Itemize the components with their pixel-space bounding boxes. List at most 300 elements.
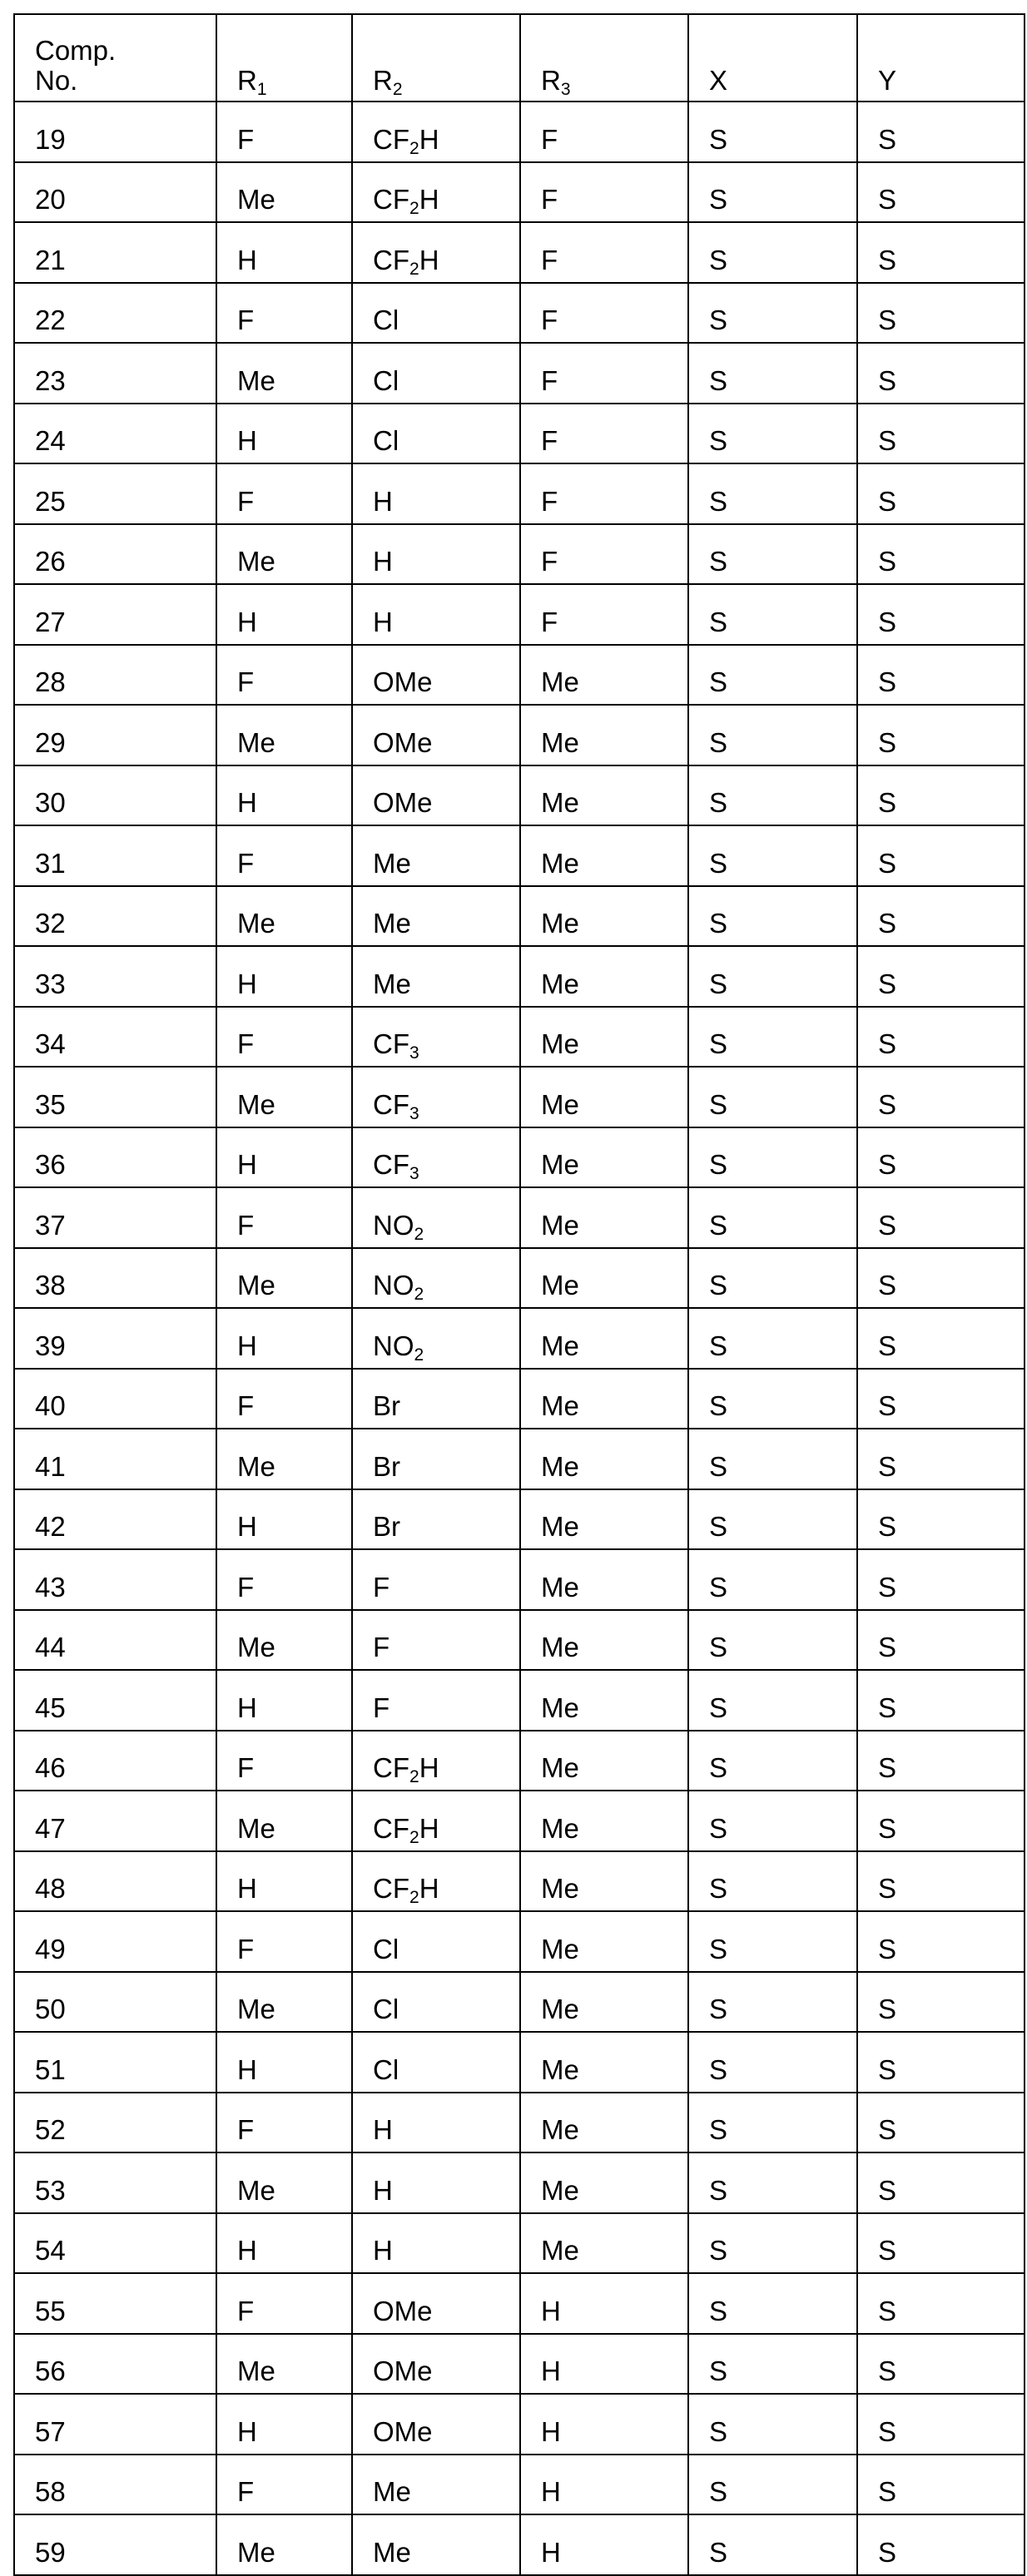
- table-row: [14, 765, 1025, 826]
- table-row: [14, 825, 1025, 886]
- cell-r3: Me: [520, 1791, 688, 1851]
- formula-part: H: [419, 1813, 439, 1844]
- cell-r3: Me: [520, 1429, 688, 1489]
- cell-y: S: [857, 1007, 1025, 1068]
- table-row: [14, 886, 1025, 947]
- cell-comp-no: 24: [14, 404, 216, 464]
- cell-r1: H: [216, 1489, 352, 1550]
- formula-part: H: [419, 1752, 439, 1783]
- cell-r3: Me: [520, 1187, 688, 1248]
- cell-r2: [352, 1248, 520, 1309]
- cell-r2: Me: [352, 946, 520, 1007]
- cell-y: S: [857, 1369, 1025, 1429]
- formula-part: NO: [373, 1210, 414, 1241]
- subscript: 2: [409, 1767, 419, 1786]
- cell-r3: Me: [520, 2213, 688, 2274]
- cell-y: S: [857, 1067, 1025, 1127]
- table-row: [14, 1791, 1025, 1851]
- cell-r1: H: [216, 2032, 352, 2093]
- table-row: [14, 705, 1025, 765]
- cell-r3: Me: [520, 645, 688, 706]
- cell-y: S: [857, 1549, 1025, 1610]
- cell-r1: F: [216, 645, 352, 706]
- cell-r3: Me: [520, 1670, 688, 1731]
- table-row: [14, 1369, 1025, 1429]
- header-label: Comp. No.: [35, 35, 116, 96]
- cell-y: S: [857, 2514, 1025, 2575]
- cell-comp-no: 35: [14, 1067, 216, 1127]
- cell-y: S: [857, 1127, 1025, 1188]
- cell-y: S: [857, 524, 1025, 585]
- cell-y: S: [857, 2334, 1025, 2395]
- cell-r2: [352, 102, 520, 162]
- cell-r2: Me: [352, 2455, 520, 2515]
- cell-r1: F: [216, 1007, 352, 1068]
- cell-y: S: [857, 1489, 1025, 1550]
- cell-comp-no: 58: [14, 2455, 216, 2515]
- cell-y: S: [857, 886, 1025, 947]
- cell-y: S: [857, 2273, 1025, 2334]
- cell-r2: Br: [352, 1369, 520, 1429]
- subscript: 3: [409, 1104, 419, 1123]
- cell-x: S: [688, 584, 857, 645]
- column-header-comp-no: [14, 14, 216, 102]
- cell-y: S: [857, 645, 1025, 706]
- cell-r1: H: [216, 584, 352, 645]
- cell-r3: Me: [520, 2152, 688, 2213]
- cell-y: S: [857, 2152, 1025, 2213]
- cell-r1: Me: [216, 524, 352, 585]
- cell-r2: [352, 1007, 520, 1068]
- cell-r2: OMe: [352, 2334, 520, 2395]
- formula-part: CF: [373, 184, 409, 215]
- cell-comp-no: 28: [14, 645, 216, 706]
- cell-r3: F: [520, 463, 688, 524]
- table-row: [14, 1731, 1025, 1791]
- header-row: [14, 14, 1025, 102]
- compound-table: [13, 13, 1025, 2576]
- table-row: [14, 222, 1025, 283]
- cell-comp-no: 55: [14, 2273, 216, 2334]
- cell-r1: Me: [216, 1429, 352, 1489]
- cell-r3: H: [520, 2514, 688, 2575]
- cell-r3: Me: [520, 1007, 688, 1068]
- cell-comp-no: 51: [14, 2032, 216, 2093]
- cell-r2: Cl: [352, 404, 520, 464]
- cell-r3: Me: [520, 1489, 688, 1550]
- cell-r1: F: [216, 102, 352, 162]
- cell-y: S: [857, 102, 1025, 162]
- cell-comp-no: 27: [14, 584, 216, 645]
- cell-x: S: [688, 1851, 857, 1912]
- cell-x: S: [688, 102, 857, 162]
- cell-r1: H: [216, 404, 352, 464]
- cell-comp-no: 29: [14, 705, 216, 765]
- cell-x: S: [688, 1791, 857, 1851]
- table-row: [14, 1007, 1025, 1068]
- table-row: [14, 1248, 1025, 1309]
- table-row: [14, 1489, 1025, 1550]
- cell-y: S: [857, 283, 1025, 344]
- cell-x: S: [688, 1369, 857, 1429]
- header-label: R: [373, 65, 393, 96]
- cell-comp-no: 54: [14, 2213, 216, 2274]
- cell-x: S: [688, 1248, 857, 1309]
- table-row: [14, 1127, 1025, 1188]
- cell-x: S: [688, 2273, 857, 2334]
- cell-r2: Cl: [352, 283, 520, 344]
- cell-r1: Me: [216, 343, 352, 404]
- cell-r3: Me: [520, 1911, 688, 1972]
- cell-r1: F: [216, 825, 352, 886]
- cell-comp-no: 25: [14, 463, 216, 524]
- table-row: [14, 2213, 1025, 2274]
- cell-x: S: [688, 1911, 857, 1972]
- formula-part: NO: [373, 1270, 414, 1300]
- cell-r1: H: [216, 1127, 352, 1188]
- cell-r3: Me: [520, 825, 688, 886]
- cell-y: S: [857, 343, 1025, 404]
- cell-r1: Me: [216, 162, 352, 223]
- formula-part: CF: [373, 1873, 409, 1904]
- cell-r2: H: [352, 2213, 520, 2274]
- cell-comp-no: 20: [14, 162, 216, 223]
- cell-y: S: [857, 162, 1025, 223]
- header-subscript: 3: [561, 80, 571, 99]
- cell-r2: H: [352, 463, 520, 524]
- cell-y: S: [857, 2394, 1025, 2455]
- cell-r1: Me: [216, 1610, 352, 1671]
- table-row: [14, 2514, 1025, 2575]
- cell-x: S: [688, 1067, 857, 1127]
- cell-r3: H: [520, 2273, 688, 2334]
- cell-r2: Cl: [352, 1911, 520, 1972]
- cell-x: S: [688, 343, 857, 404]
- cell-r2: [352, 1067, 520, 1127]
- table-row: [14, 1187, 1025, 1248]
- cell-r1: Me: [216, 2334, 352, 2395]
- cell-r2: Br: [352, 1429, 520, 1489]
- cell-r2: [352, 222, 520, 283]
- cell-comp-no: 32: [14, 886, 216, 947]
- subscript: 3: [409, 1164, 419, 1183]
- cell-r3: Me: [520, 1851, 688, 1912]
- cell-x: S: [688, 946, 857, 1007]
- cell-r3: Me: [520, 1972, 688, 2033]
- cell-y: S: [857, 946, 1025, 1007]
- table-row: [14, 343, 1025, 404]
- table-row: [14, 2334, 1025, 2395]
- cell-comp-no: 23: [14, 343, 216, 404]
- subscript: 2: [414, 1345, 424, 1365]
- cell-x: S: [688, 1308, 857, 1369]
- cell-x: S: [688, 645, 857, 706]
- table-row: [14, 946, 1025, 1007]
- column-header-r3: [520, 14, 688, 102]
- formula-part: CF: [373, 1752, 409, 1783]
- formula-part: H: [419, 1873, 439, 1904]
- table-row: [14, 102, 1025, 162]
- cell-r1: H: [216, 946, 352, 1007]
- cell-y: S: [857, 2093, 1025, 2153]
- cell-comp-no: 41: [14, 1429, 216, 1489]
- cell-r3: F: [520, 102, 688, 162]
- cell-r2: H: [352, 524, 520, 585]
- cell-comp-no: 21: [14, 222, 216, 283]
- subscript: 3: [409, 1043, 419, 1063]
- cell-r3: Me: [520, 2093, 688, 2153]
- cell-x: S: [688, 1731, 857, 1791]
- formula-part: CF: [373, 124, 409, 155]
- column-header-r1: [216, 14, 352, 102]
- cell-y: S: [857, 1187, 1025, 1248]
- table-row: [14, 2093, 1025, 2153]
- table-row: [14, 645, 1025, 706]
- cell-r2: H: [352, 2152, 520, 2213]
- table-row: [14, 524, 1025, 585]
- cell-r2: [352, 1187, 520, 1248]
- cell-y: S: [857, 463, 1025, 524]
- cell-r3: F: [520, 404, 688, 464]
- formula-part: CF: [373, 1028, 409, 1059]
- table-row: [14, 162, 1025, 223]
- cell-comp-no: 31: [14, 825, 216, 886]
- cell-r2: [352, 1731, 520, 1791]
- cell-x: S: [688, 2032, 857, 2093]
- cell-r1: F: [216, 2455, 352, 2515]
- cell-r1: H: [216, 222, 352, 283]
- formula-part: H: [419, 184, 439, 215]
- cell-x: S: [688, 2334, 857, 2395]
- cell-x: S: [688, 1972, 857, 2033]
- cell-r2: [352, 1791, 520, 1851]
- cell-r3: F: [520, 162, 688, 223]
- table-body: [14, 102, 1025, 2575]
- cell-comp-no: 50: [14, 1972, 216, 2033]
- cell-r2: H: [352, 584, 520, 645]
- cell-x: S: [688, 162, 857, 223]
- cell-y: S: [857, 1670, 1025, 1731]
- cell-r3: Me: [520, 1308, 688, 1369]
- cell-r3: Me: [520, 946, 688, 1007]
- cell-comp-no: 43: [14, 1549, 216, 1610]
- cell-r2: [352, 1127, 520, 1188]
- cell-r2: OMe: [352, 645, 520, 706]
- cell-x: S: [688, 2213, 857, 2274]
- table-row: [14, 283, 1025, 344]
- cell-y: S: [857, 2213, 1025, 2274]
- cell-comp-no: 38: [14, 1248, 216, 1309]
- table-row: [14, 1308, 1025, 1369]
- cell-comp-no: 53: [14, 2152, 216, 2213]
- cell-r1: F: [216, 1369, 352, 1429]
- formula-part: H: [419, 245, 439, 275]
- cell-r2: Me: [352, 2514, 520, 2575]
- cell-r1: Me: [216, 1972, 352, 2033]
- cell-r3: Me: [520, 705, 688, 765]
- cell-r3: F: [520, 222, 688, 283]
- cell-r1: Me: [216, 2514, 352, 2575]
- cell-r1: H: [216, 2394, 352, 2455]
- cell-r1: Me: [216, 1791, 352, 1851]
- cell-r3: F: [520, 283, 688, 344]
- cell-y: S: [857, 404, 1025, 464]
- cell-r1: Me: [216, 2152, 352, 2213]
- header-label: X: [709, 65, 727, 96]
- cell-comp-no: 49: [14, 1911, 216, 1972]
- cell-r1: F: [216, 2273, 352, 2334]
- table-row: [14, 1067, 1025, 1127]
- table-row: [14, 404, 1025, 464]
- cell-y: S: [857, 2032, 1025, 2093]
- table-row: [14, 584, 1025, 645]
- cell-y: S: [857, 1308, 1025, 1369]
- cell-r1: Me: [216, 1248, 352, 1309]
- cell-r2: OMe: [352, 705, 520, 765]
- header-label: R: [541, 65, 561, 96]
- cell-x: S: [688, 524, 857, 585]
- cell-y: S: [857, 1791, 1025, 1851]
- cell-comp-no: 37: [14, 1187, 216, 1248]
- cell-r3: H: [520, 2334, 688, 2395]
- table-row: [14, 463, 1025, 524]
- cell-comp-no: 26: [14, 524, 216, 585]
- column-header-r2: [352, 14, 520, 102]
- cell-r2: [352, 1308, 520, 1369]
- cell-r2: [352, 1851, 520, 1912]
- cell-r3: Me: [520, 886, 688, 947]
- cell-y: S: [857, 825, 1025, 886]
- column-header-y: [857, 14, 1025, 102]
- cell-comp-no: 57: [14, 2394, 216, 2455]
- table-row: [14, 1851, 1025, 1912]
- subscript: 2: [414, 1285, 424, 1304]
- cell-r3: Me: [520, 2032, 688, 2093]
- cell-r2: F: [352, 1549, 520, 1610]
- formula-part: CF: [373, 1089, 409, 1120]
- cell-r1: F: [216, 1549, 352, 1610]
- table-row: [14, 1972, 1025, 2033]
- cell-y: S: [857, 765, 1025, 826]
- cell-x: S: [688, 1610, 857, 1671]
- table-row: [14, 2032, 1025, 2093]
- cell-r1: H: [216, 2213, 352, 2274]
- cell-r3: Me: [520, 1248, 688, 1309]
- cell-r1: H: [216, 1851, 352, 1912]
- cell-x: S: [688, 2394, 857, 2455]
- cell-y: S: [857, 1429, 1025, 1489]
- cell-r3: Me: [520, 1067, 688, 1127]
- cell-y: S: [857, 222, 1025, 283]
- cell-r3: Me: [520, 1731, 688, 1791]
- cell-comp-no: 48: [14, 1851, 216, 1912]
- cell-r1: F: [216, 1731, 352, 1791]
- cell-x: S: [688, 1127, 857, 1188]
- cell-comp-no: 30: [14, 765, 216, 826]
- cell-x: S: [688, 2514, 857, 2575]
- formula-part: CF: [373, 1149, 409, 1180]
- cell-r2: Cl: [352, 1972, 520, 2033]
- table-row: [14, 2394, 1025, 2455]
- cell-r3: Me: [520, 1610, 688, 1671]
- cell-comp-no: 44: [14, 1610, 216, 1671]
- cell-comp-no: 47: [14, 1791, 216, 1851]
- cell-x: S: [688, 1187, 857, 1248]
- cell-y: S: [857, 1911, 1025, 1972]
- cell-r2: Me: [352, 886, 520, 947]
- column-header-x: [688, 14, 857, 102]
- cell-comp-no: 19: [14, 102, 216, 162]
- cell-x: S: [688, 404, 857, 464]
- table-row: [14, 2152, 1025, 2213]
- cell-y: S: [857, 1851, 1025, 1912]
- cell-r1: F: [216, 463, 352, 524]
- cell-x: S: [688, 1670, 857, 1731]
- cell-y: S: [857, 1972, 1025, 2033]
- header-label: R: [237, 65, 257, 96]
- cell-comp-no: 45: [14, 1670, 216, 1731]
- cell-r1: Me: [216, 705, 352, 765]
- table-row: [14, 1911, 1025, 1972]
- cell-r3: H: [520, 2455, 688, 2515]
- cell-comp-no: 33: [14, 946, 216, 1007]
- subscript: 2: [409, 139, 419, 158]
- header-label: Y: [878, 65, 896, 96]
- formula-part: H: [419, 124, 439, 155]
- subscript: 2: [409, 260, 419, 279]
- cell-r3: F: [520, 524, 688, 585]
- cell-x: S: [688, 283, 857, 344]
- cell-r2: Cl: [352, 343, 520, 404]
- cell-r2: Br: [352, 1489, 520, 1550]
- cell-r1: F: [216, 2093, 352, 2153]
- cell-comp-no: 59: [14, 2514, 216, 2575]
- cell-y: S: [857, 705, 1025, 765]
- cell-r2: [352, 162, 520, 223]
- subscript: 2: [414, 1225, 424, 1244]
- cell-comp-no: 36: [14, 1127, 216, 1188]
- cell-x: S: [688, 765, 857, 826]
- cell-comp-no: 40: [14, 1369, 216, 1429]
- table-row: [14, 1670, 1025, 1731]
- cell-y: S: [857, 1610, 1025, 1671]
- cell-comp-no: 46: [14, 1731, 216, 1791]
- cell-comp-no: 52: [14, 2093, 216, 2153]
- cell-r2: OMe: [352, 2273, 520, 2334]
- cell-r1: Me: [216, 1067, 352, 1127]
- cell-r1: H: [216, 1308, 352, 1369]
- cell-r2: Me: [352, 825, 520, 886]
- cell-r1: H: [216, 1670, 352, 1731]
- cell-y: S: [857, 1731, 1025, 1791]
- cell-y: S: [857, 584, 1025, 645]
- table-row: [14, 2455, 1025, 2515]
- cell-r2: H: [352, 2093, 520, 2153]
- cell-x: S: [688, 222, 857, 283]
- table-row: [14, 1549, 1025, 1610]
- header-subscript: 1: [257, 80, 267, 99]
- cell-r2: OMe: [352, 765, 520, 826]
- cell-x: S: [688, 1007, 857, 1068]
- cell-r2: F: [352, 1670, 520, 1731]
- cell-r3: Me: [520, 765, 688, 826]
- cell-x: S: [688, 2093, 857, 2153]
- cell-r3: H: [520, 2394, 688, 2455]
- header-subscript: 2: [393, 80, 403, 99]
- cell-r3: Me: [520, 1369, 688, 1429]
- subscript: 2: [409, 1828, 419, 1847]
- cell-r3: Me: [520, 1127, 688, 1188]
